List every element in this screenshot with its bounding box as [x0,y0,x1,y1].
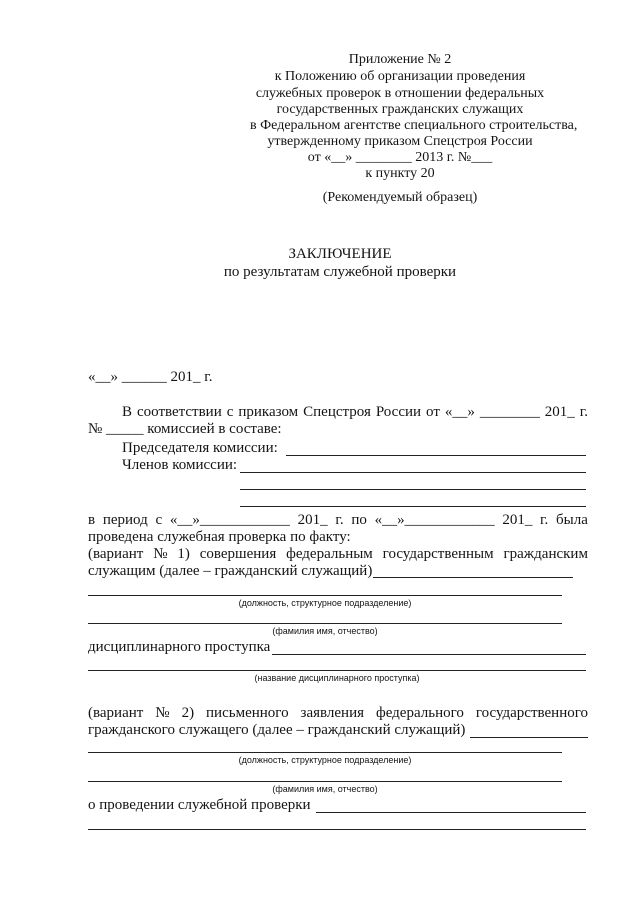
variant-word: заявления [300,705,365,721]
variant2-position-line [88,752,562,753]
period-word: г. [335,512,344,528]
conclusion-date: «__» ______ 201_ г. [88,369,213,385]
members-field-line [240,489,586,490]
members-label: Членов комиссии: [122,457,238,473]
variant1-servant-field-line [373,577,573,578]
variant1-name-line [88,623,562,624]
variant-word: (вариант [88,546,144,562]
appendix-line: утвержденному приказом Спецстроя России [267,134,533,149]
intro-order-number: № _____ комиссией в составе: [88,421,282,437]
chairman-label: Председателя комиссии: [122,440,278,456]
intro-line: В соответствии с приказом Спецстроя России от «__» ________ 201_ г. [122,404,588,420]
variant-word: гражданским [503,546,588,562]
period-word: по [351,512,367,528]
recommended-sample: (Рекомендуемый образец) [322,190,478,205]
period-end-year: 201_ [502,512,533,528]
variant-word: (вариант [88,705,144,721]
offense-caption: (название дисциплинарного проступка) [254,673,420,683]
variant2-position-caption: (должность, структурное подразделение) [238,755,412,765]
variant-word: федерального [375,705,464,721]
variant-word: № [155,705,170,721]
variant-word: совершения [199,546,277,562]
variant1-position-caption: (должность, структурное подразделение) [238,598,412,608]
period-word: с [155,512,163,528]
appendix-order-date: от «__» ________ 2013 г. №___ [307,150,493,165]
chairman-field-line [286,455,586,456]
variant-word: письменного [206,705,289,721]
variant-word: 1) [177,546,190,562]
offense-field-line [272,654,586,655]
conduct-field-line [316,812,586,813]
appendix-line: служебных проверок в отношении федеральных [255,86,545,101]
period-word: была [556,512,588,528]
variant1-line [88,546,588,563]
variant2-servant-label: гражданского служащего (далее – гражданский служащий) [88,722,466,738]
period-word: г. [540,512,549,528]
variant2-name-caption: (фамилия имя, отчество) [272,784,378,794]
variant2-line [88,705,588,722]
variant1-position-line [88,595,562,596]
period-end-date: «__»____________ [374,512,495,528]
period-word: в [88,512,96,528]
members-field-line [240,506,586,507]
period-fact-line: проведена служебная проверка по факту: [88,529,351,545]
conduct-field-line [88,829,586,830]
variant1-name-caption: (фамилия имя, отчество) [272,626,378,636]
offense-label: дисциплинарного проступка [88,639,271,655]
conduct-label: о проведении служебной проверки [88,797,311,813]
appendix-clause: к пункту 20 [365,166,435,181]
variant-word: государственного [475,705,588,721]
page-title: ЗАКЛЮЧЕНИЕ [288,246,392,262]
appendix-line: в Федеральном агентстве специального строительства, [250,118,578,133]
appendix-number: Приложение № 2 [348,52,452,67]
variant1-servant-label: служащим (далее – гражданский служащий) [88,563,373,579]
period-start-date: «__»____________ [169,512,290,528]
period-start-year: 201_ [297,512,328,528]
appendix-line: государственных гражданских служащих [276,102,524,117]
offense-field-line [88,670,586,671]
page-subtitle: по результатам служебной проверки [223,264,457,280]
variant-word: № [153,546,168,562]
variant-word: 2) [181,705,195,721]
period-line [88,512,588,529]
variant2-name-line [88,781,562,782]
period-word: период [102,512,148,528]
variant-word: федеральным [286,546,373,562]
appendix-line: к Положению об организации проведения [274,69,526,84]
variant2-servant-field-line [470,737,588,738]
members-field-line [240,472,586,473]
variant-word: государственным [382,546,494,562]
